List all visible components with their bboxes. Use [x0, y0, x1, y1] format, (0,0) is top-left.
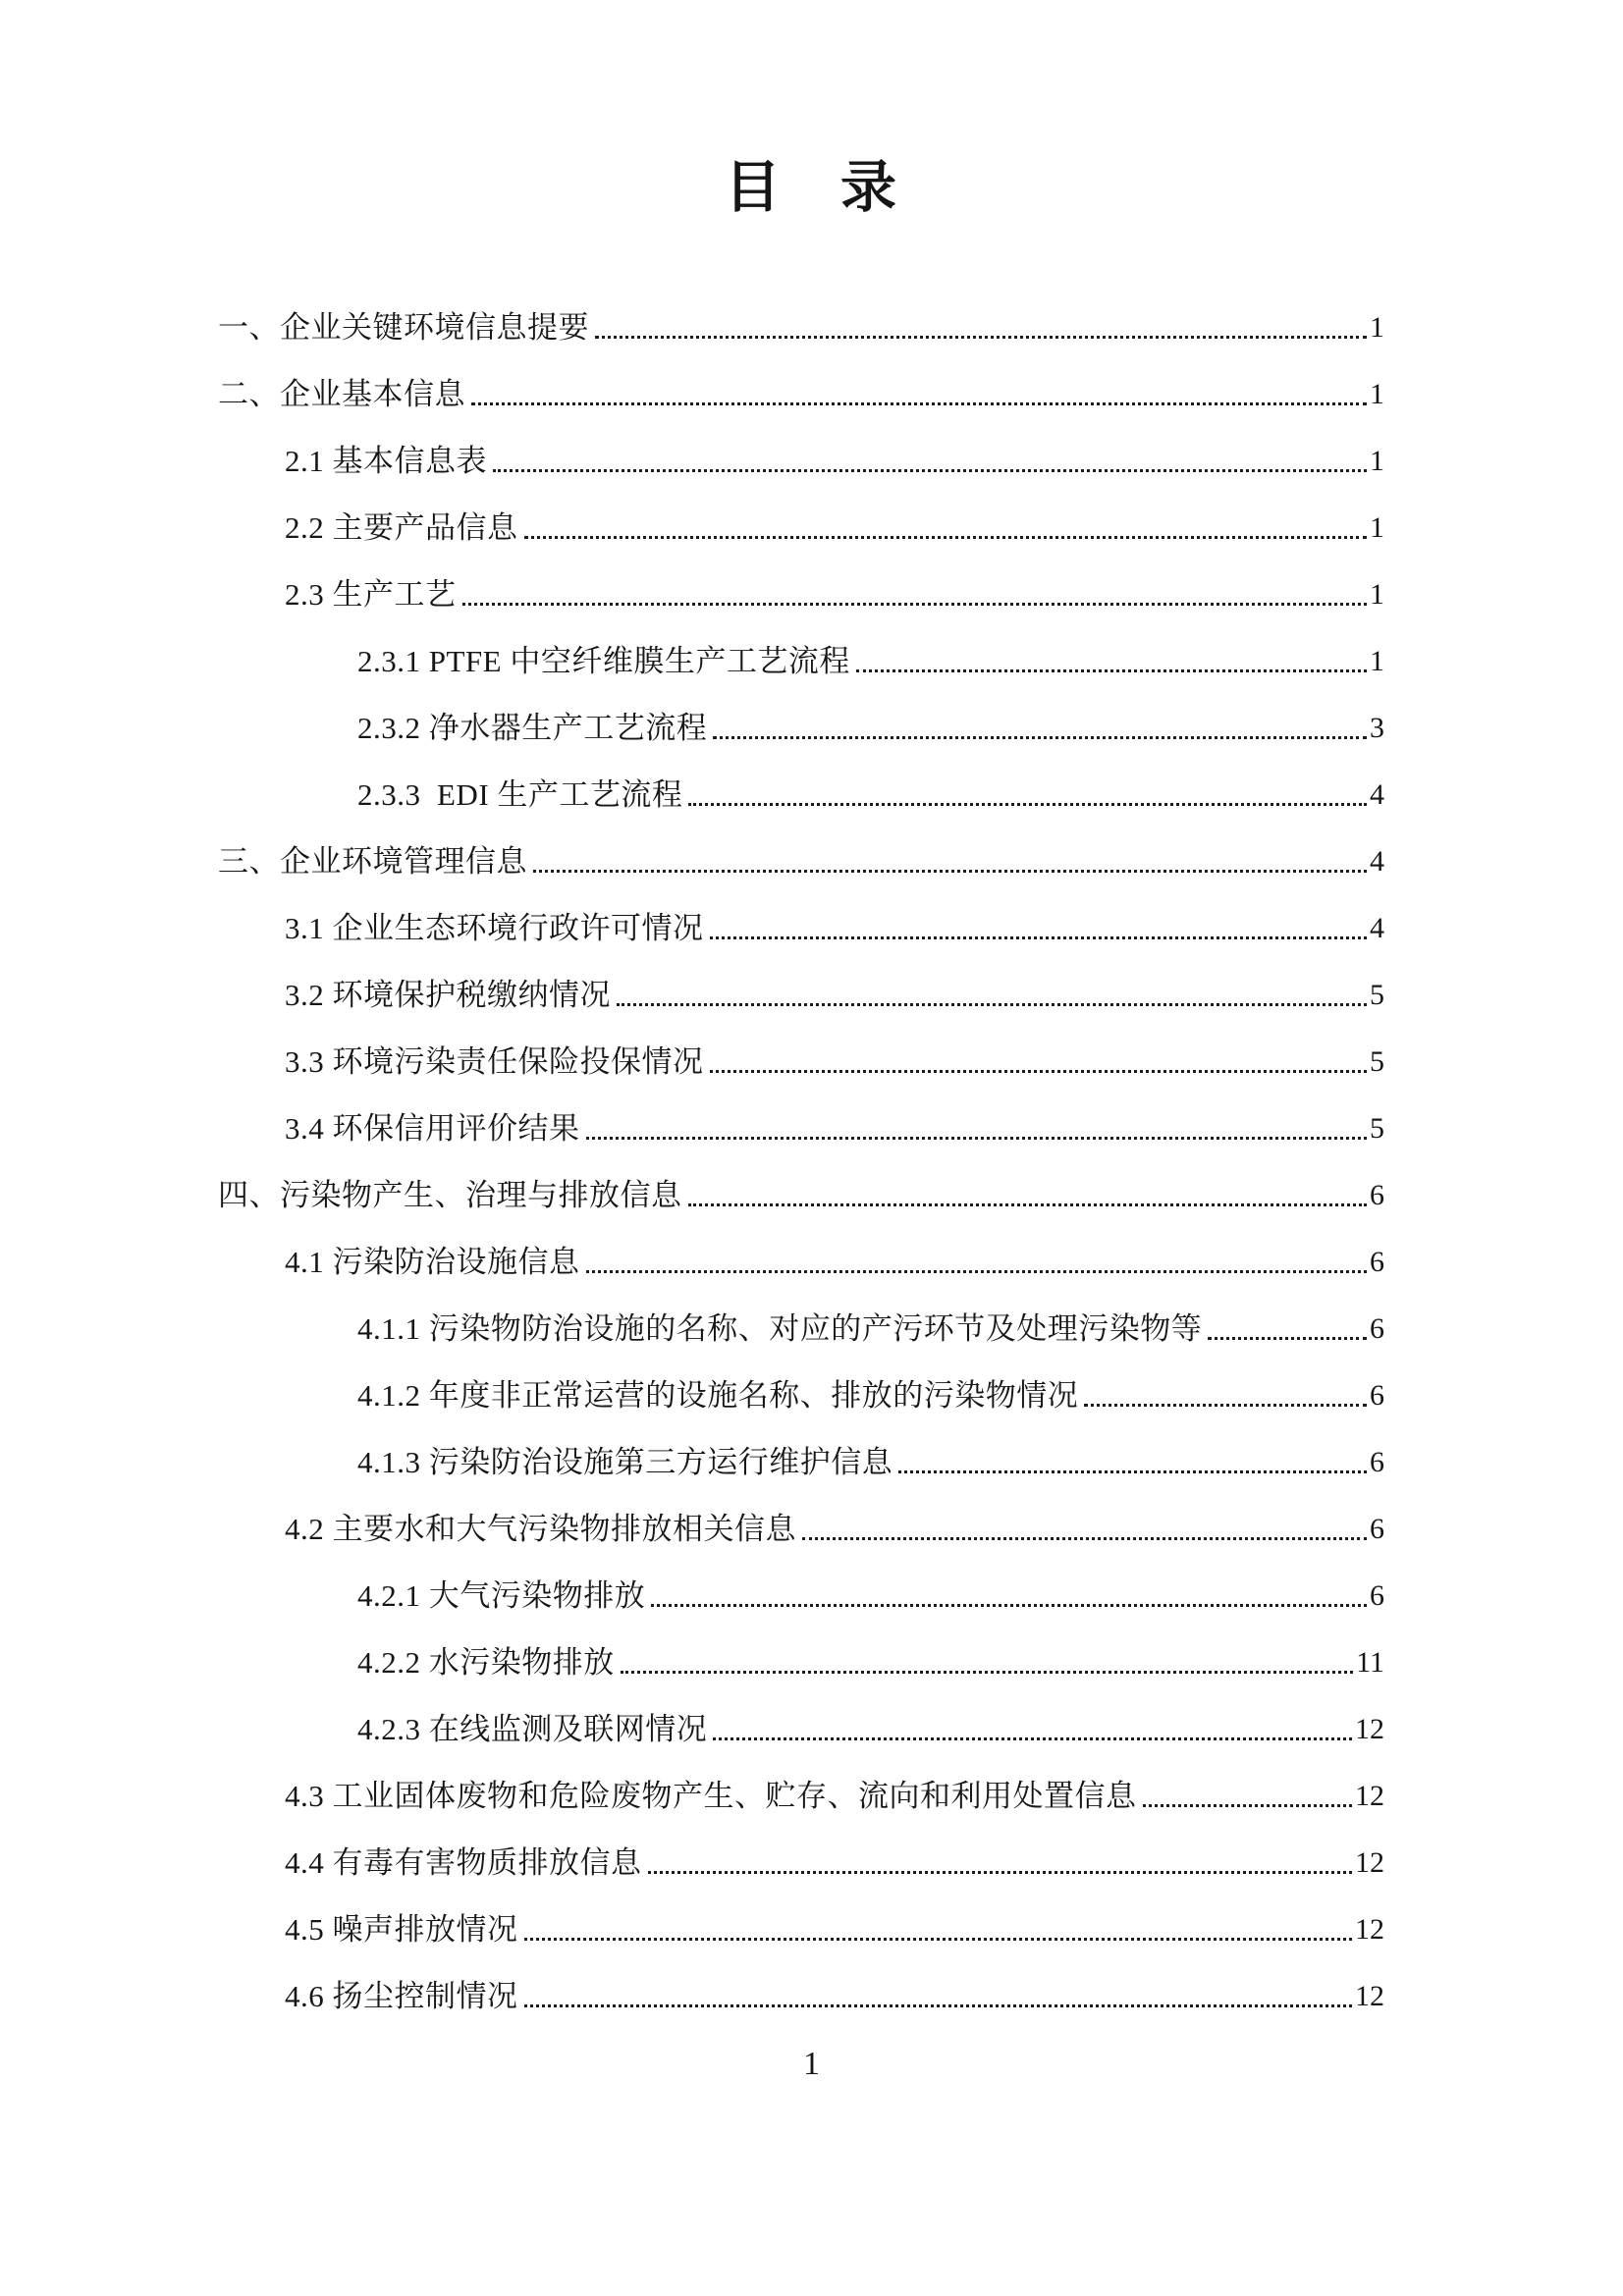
toc-entry	[357, 1313, 1384, 1345]
toc-entry-page: 1	[1370, 578, 1384, 611]
dot-leader	[462, 602, 1368, 606]
toc-entry	[285, 913, 1384, 944]
toc-entry	[357, 1580, 1384, 1612]
dot-leader	[471, 401, 1367, 405]
toc-entry-page: 6	[1370, 1246, 1384, 1278]
toc-entry-page: 1	[1370, 511, 1384, 544]
toc-entry-page: 12	[1355, 1780, 1384, 1812]
dot-leader	[802, 1536, 1367, 1540]
toc-entry-label: 2.3.2 净水器生产工艺流程	[357, 711, 708, 745]
toc-entry-label: 2.2 主要产品信息	[285, 510, 518, 545]
dot-leader	[713, 735, 1367, 739]
toc-entry-page: 6	[1370, 1579, 1384, 1612]
dot-leader	[898, 1469, 1367, 1473]
dot-leader	[524, 1937, 1353, 1941]
toc-entry	[357, 713, 1384, 744]
toc-entry-page: 12	[1355, 1846, 1384, 1879]
toc-entry-label: 4.1.2 年度非正常运营的设施名称、排放的污染物情况	[357, 1378, 1079, 1413]
toc-entry-label: 4.3 工业固体废物和危险废物产生、贮存、流向和利用处置信息	[285, 1779, 1137, 1813]
footer-page-number: 1	[803, 2046, 820, 2082]
dot-leader	[1208, 1336, 1367, 1340]
toc-entry-label: 4.5 噪声排放情况	[285, 1912, 518, 1947]
toc-entry	[285, 980, 1384, 1011]
dot-leader	[493, 468, 1367, 472]
toc-entry	[285, 1914, 1384, 1946]
toc-entry	[218, 312, 1384, 344]
toc-entry	[285, 1113, 1384, 1145]
toc-entry	[357, 1380, 1384, 1412]
toc-entry-label: 2.3.3 EDI 生产工艺流程	[357, 777, 683, 812]
toc-entry-page: 6	[1370, 1513, 1384, 1545]
toc-entry	[285, 1847, 1384, 1879]
toc-entry-page: 4	[1370, 845, 1384, 878]
dot-leader	[621, 1670, 1353, 1674]
toc-entry-label: 4.4 有毒有害物质排放信息	[285, 1845, 642, 1880]
toc-entry	[218, 1180, 1384, 1211]
toc-entry	[357, 1714, 1384, 1745]
toc-entry	[285, 579, 1384, 611]
toc-entry-label: 4.2.3 在线监测及联网情况	[357, 1712, 708, 1746]
toc-entry	[357, 1647, 1384, 1679]
dot-leader	[856, 668, 1367, 672]
dot-leader	[688, 802, 1367, 806]
toc-entry-label: 三、企业环境管理信息	[218, 844, 527, 879]
toc-entry-page: 1	[1370, 378, 1384, 410]
toc-entry-label: 3.3 环境污染责任保险投保情况	[285, 1044, 704, 1079]
toc-entry-page: 6	[1370, 1179, 1384, 1211]
toc-entry-label: 4.2.1 大气污染物排放	[357, 1578, 646, 1613]
toc-entry-page: 6	[1370, 1312, 1384, 1345]
dot-leader	[710, 1069, 1368, 1073]
toc-entry-label: 四、污染物产生、治理与排放信息	[218, 1178, 682, 1212]
toc-entry	[285, 446, 1384, 477]
toc-entry-page: 1	[1370, 445, 1384, 477]
toc-list	[0, 312, 1623, 2012]
dot-leader	[595, 335, 1367, 339]
toc-entry-label: 3.1 企业生态环境行政许可情况	[285, 911, 704, 945]
toc-entry	[285, 1981, 1384, 2012]
toc-entry	[218, 846, 1384, 878]
toc-entry	[218, 379, 1384, 410]
toc-entry	[285, 1247, 1384, 1278]
toc-entry	[357, 646, 1384, 677]
toc-entry-label: 4.1 污染防治设施信息	[285, 1245, 580, 1279]
dot-leader	[524, 535, 1368, 539]
toc-entry-label: 4.2.2 水污染物排放	[357, 1645, 615, 1680]
page-title: 目 录	[725, 157, 898, 219]
toc-entry-page: 5	[1370, 1112, 1384, 1145]
toc-entry	[285, 1514, 1384, 1545]
toc-entry-page: 1	[1370, 311, 1384, 344]
toc-entry	[357, 779, 1384, 811]
toc-entry	[285, 1046, 1384, 1078]
dot-leader	[586, 1136, 1368, 1140]
toc-entry	[285, 512, 1384, 544]
dot-leader	[648, 1870, 1353, 1874]
dot-leader	[586, 1269, 1368, 1273]
toc-entry-label: 4.1.1 污染物防治设施的名称、对应的产污环节及处理污染物等	[357, 1311, 1203, 1346]
toc-entry-label: 3.2 环境保护税缴纳情况	[285, 978, 611, 1012]
toc-entry-label: 4.2 主要水和大气污染物排放相关信息	[285, 1512, 796, 1546]
dot-leader	[524, 2003, 1353, 2007]
dot-leader	[651, 1603, 1367, 1607]
toc-entry-page: 12	[1355, 1913, 1384, 1946]
toc-entry-page: 6	[1370, 1446, 1384, 1478]
dot-leader	[1084, 1403, 1367, 1407]
toc-entry-label: 4.1.3 污染防治设施第三方运行维护信息	[357, 1445, 893, 1479]
toc-entry-page: 6	[1370, 1379, 1384, 1412]
toc-entry	[357, 1447, 1384, 1478]
dot-leader	[713, 1736, 1352, 1740]
dot-leader	[533, 869, 1367, 873]
dot-leader	[688, 1202, 1368, 1206]
toc-entry-label: 2.1 基本信息表	[285, 444, 487, 478]
dot-leader	[710, 935, 1368, 939]
toc-entry-label: 二、企业基本信息	[218, 377, 465, 411]
toc-entry-page: 12	[1355, 1713, 1384, 1745]
toc-entry-page: 3	[1370, 712, 1384, 744]
dot-leader	[1143, 1803, 1353, 1807]
toc-entry-label: 4.6 扬尘控制情况	[285, 1979, 518, 2013]
toc-entry-page: 5	[1370, 1045, 1384, 1078]
toc-entry-page: 12	[1355, 1980, 1384, 2012]
toc-entry-page: 4	[1370, 912, 1384, 944]
dot-leader	[617, 1002, 1367, 1006]
toc-entry-label: 2.3.1 PTFE 中空纤维膜生产工艺流程	[357, 644, 850, 678]
toc-entry	[285, 1781, 1384, 1812]
toc-entry-label: 3.4 环保信用评价结果	[285, 1111, 580, 1146]
toc-entry-page: 11	[1356, 1646, 1384, 1679]
toc-entry-page: 1	[1370, 645, 1384, 677]
toc-entry-page: 4	[1370, 778, 1384, 811]
toc-entry-label: 2.3 生产工艺	[285, 577, 457, 612]
toc-entry-page: 5	[1370, 979, 1384, 1011]
toc-entry-label: 一、企业关键环境信息提要	[218, 310, 589, 345]
